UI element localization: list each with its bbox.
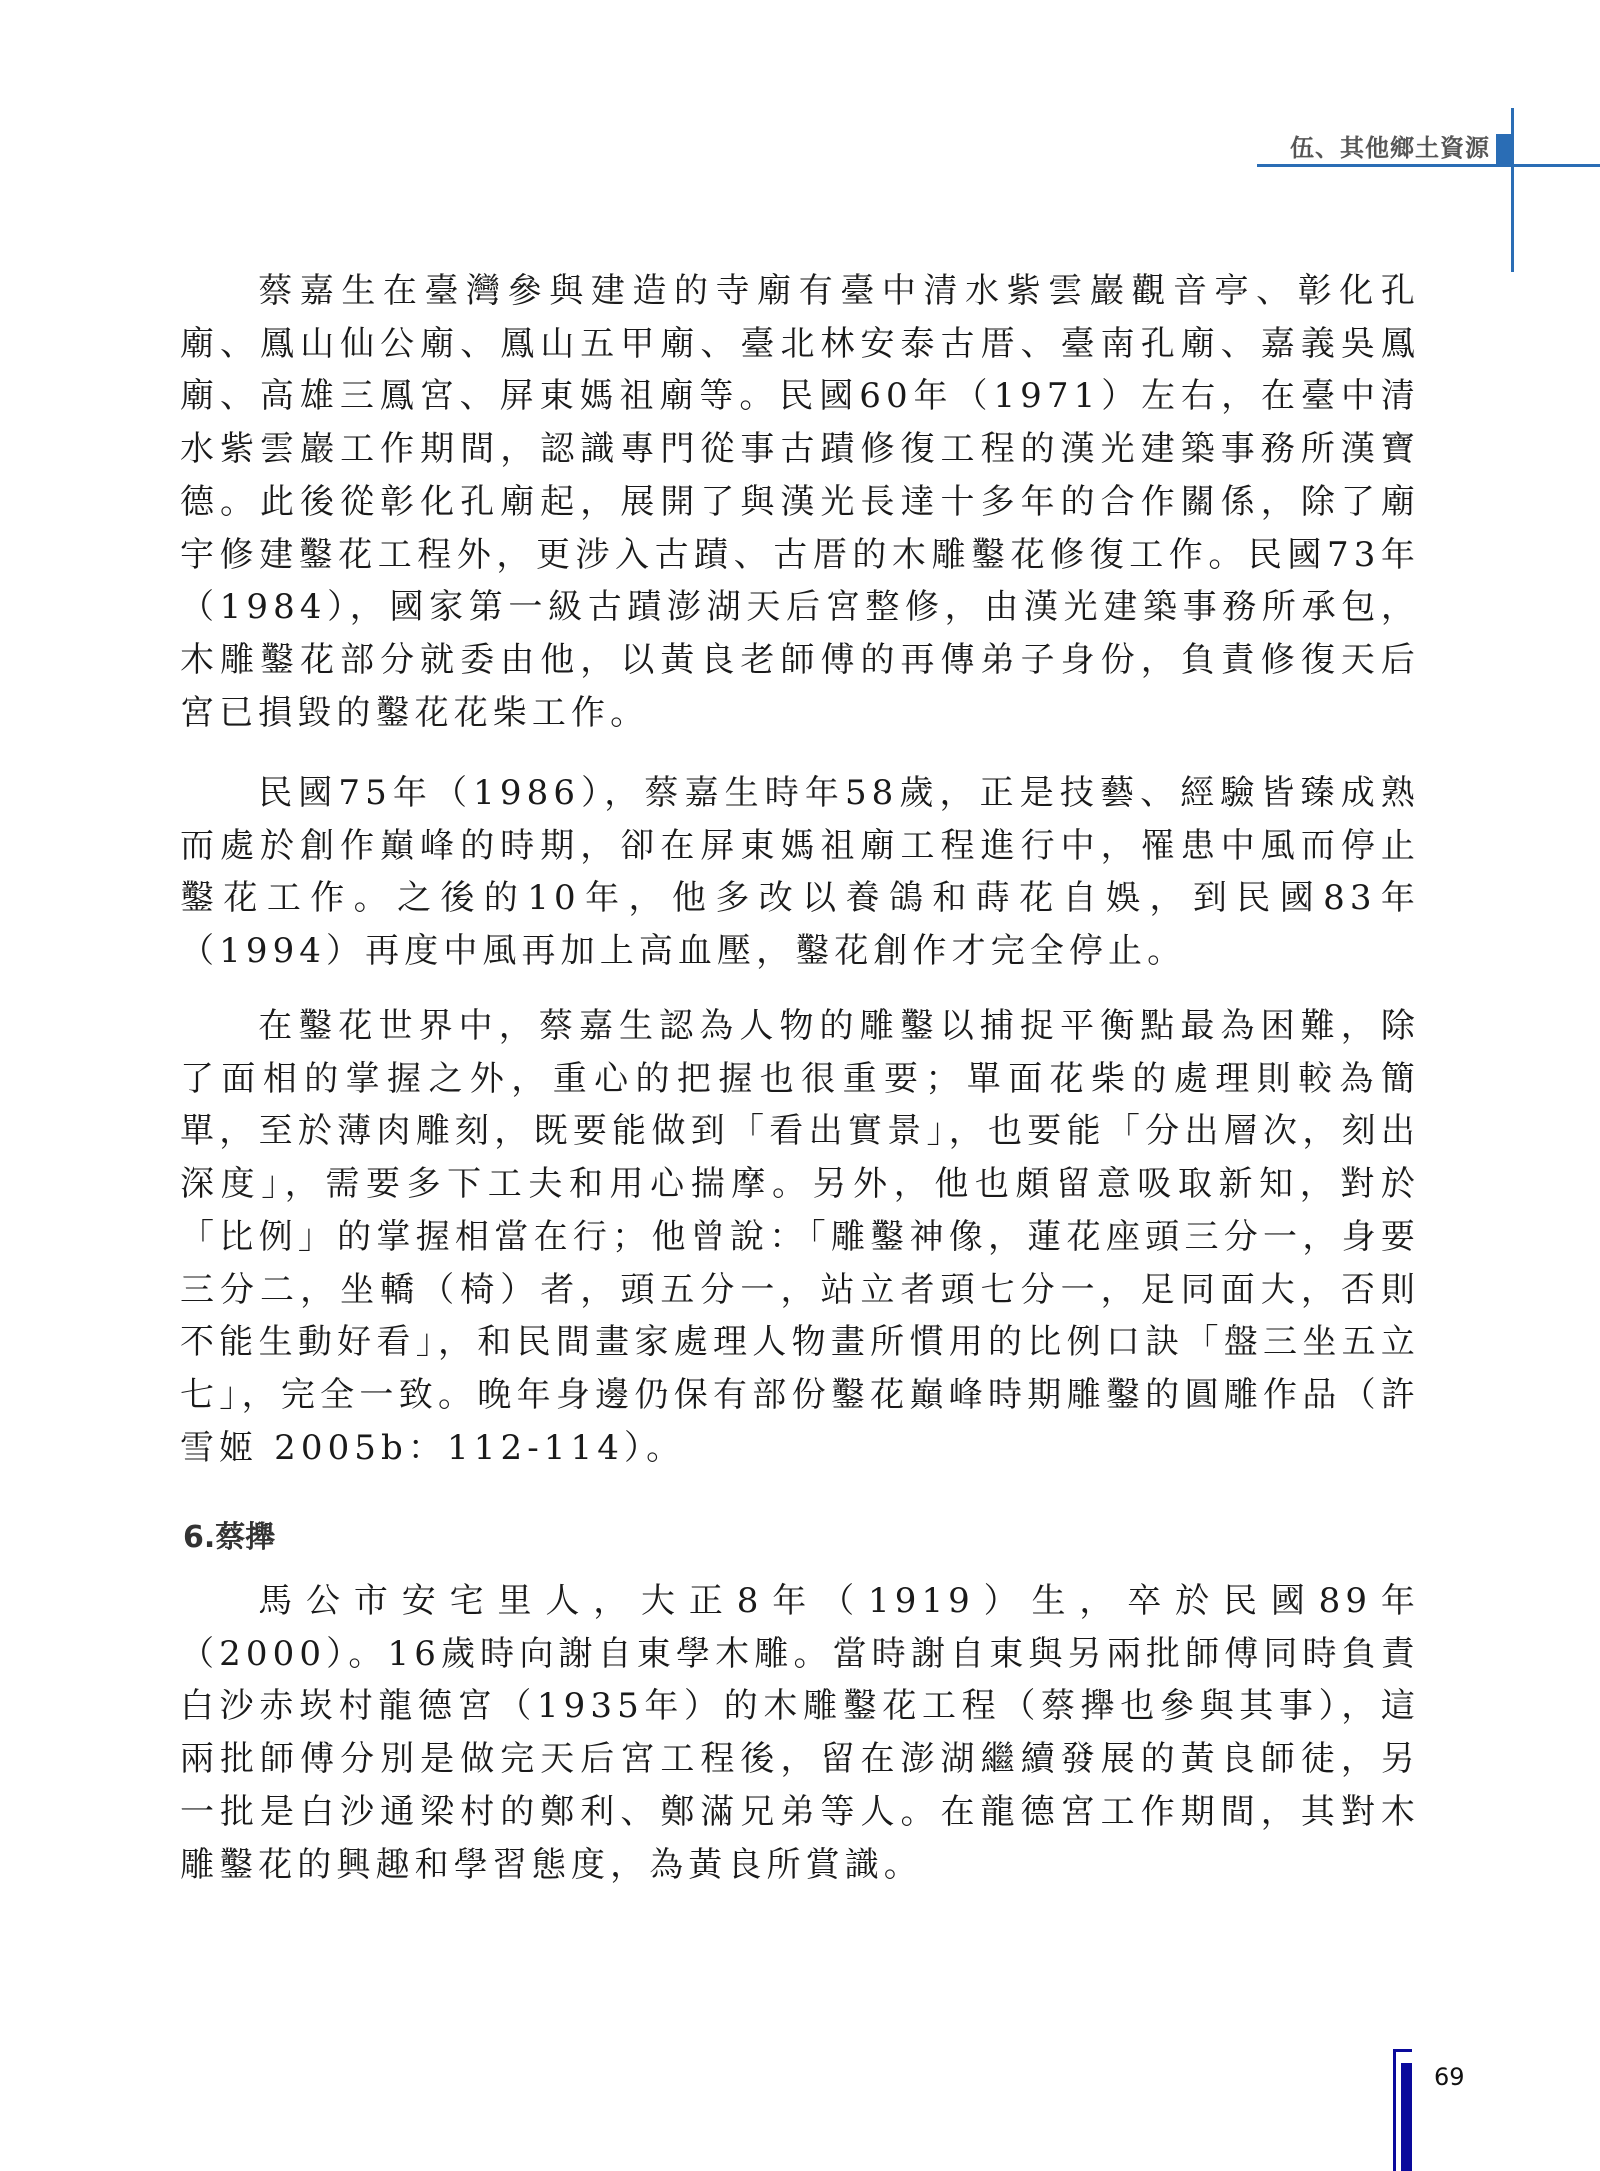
paragraph-text: 民國75年（1986），蔡嘉生時年58歲，正是技藝、經驗皆臻成熟而處於創作巔峰的時期，卻在屏東媽祖廟工程進行中，罹患中風而停止鑿花工作。之後的10年，他多改以養鴿和蒔花自娛，到民國83年（1994）再度中風再加上高血壓，鑿花創作才完全停止。: [180, 773, 1420, 972]
footer-bracket-top: [1393, 2049, 1412, 2052]
paragraph-text: 馬公市安宅里人，大正8年（1919）生，卒於民國89年（2000）。16歲時向謝自東學木雕。當時謝自東與另兩批師傅同時負責白沙赤崁村龍德宮（1935年）的木雕鑿花工程（蔡攑也參與其事），這兩批師傅分別是做完天后宮工程後，留在澎湖繼續發展的黃良師徒，另一批是白沙通梁村的鄭利、鄭滿兄弟等人。在龍德宮工作期間，其對木雕鑿花的興趣和學習態度，為黃良所賞識。: [180, 1581, 1420, 1885]
chapter-title: 伍、其他鄉土資源: [1290, 133, 1490, 162]
body-paragraph-2: [180, 767, 1420, 978]
body-paragraph-1: [180, 265, 1420, 739]
section-heading: 6.蔡攑: [183, 1520, 276, 1555]
paragraph-text: 在鑿花世界中，蔡嘉生認為人物的雕鑿以捕捉平衡點最為困難，除了面相的掌握之外，重心的把握也很重要；單面花柴的處理則較為簡單，至於薄肉雕刻，既要能做到「看出實景」，也要能「分出層次，刻出深度」，需要多下工夫和用心揣摩。另外，他也頗留意吸取新知，對於「比例」的掌握相當在行；他曾說：「雕鑿神像，蓮花座頭三分一，身要三分二，坐轎（椅）者，頭五分一，站立者頭七分一，足同面大，否則不能生動好看」，和民間畫家處理人物畫所慣用的比例口訣「盤三坐五立七」，完全一致。晚年身邊仍保有部份鑿花巔峰時期雕鑿的圓雕作品（許雪姬 2005b：112-114）。: [180, 1006, 1420, 1468]
body-paragraph-3: [180, 1000, 1420, 1474]
footer-accent-bar: [1401, 2063, 1412, 2171]
section-paragraph: [180, 1575, 1420, 1891]
paragraph-text: 蔡嘉生在臺灣參與建造的寺廟有臺中清水紫雲巖觀音亭、彰化孔廟、鳳山仙公廟、鳳山五甲廟、臺北林安泰古厝、臺南孔廟、嘉義吳鳳廟、高雄三鳳宮、屏東媽祖廟等。民國60年（1971）左右，在臺中清水紫雲巖工作期間，認識專門從事古蹟修復工程的漢光建築事務所漢寶德。此後從彰化孔廟起，展開了與漢光長達十多年的合作關係，除了廟宇修建鑿花工程外，更涉入古蹟、古厝的木雕鑿花修復工作。民國73年（1984），國家第一級古蹟澎湖天后宮整修，由漢光建築事務所承包，木雕鑿花部分就委由他，以黃良老師傅的再傳弟子身份，負責修復天后宮已損毀的鑿花花柴工作。: [180, 271, 1420, 733]
page-number: 69: [1434, 2063, 1465, 2091]
header-accent-block: [1496, 134, 1513, 166]
header-vertical-rule: [1511, 108, 1514, 272]
footer-bracket-vertical: [1393, 2049, 1396, 2171]
header-horizontal-rule: [1257, 164, 1600, 167]
